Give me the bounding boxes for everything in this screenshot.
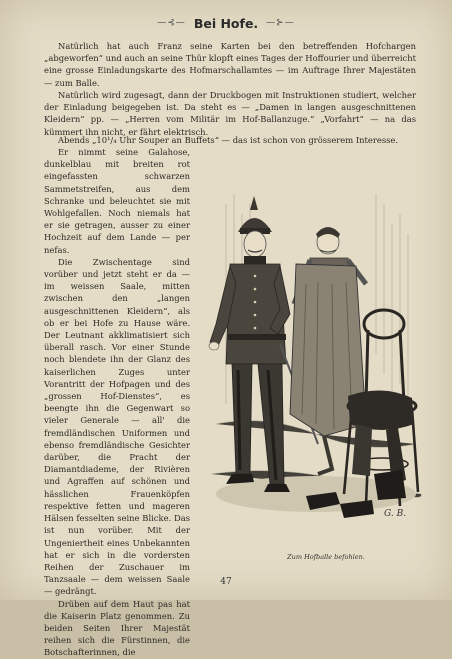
column-paragraph-3: Drüben auf dem Haut pas hat die Kaiserin Platz genommen. Zu beiden Seiten Ihrer Majestät reihen sich die Fürstinnen, die Botschafterinnen, die	[44, 598, 190, 658]
artist-signature: G. B.	[384, 509, 407, 519]
clothes-on-chair	[348, 390, 414, 430]
running-header	[0, 12, 452, 34]
paragraph-3: Abends „10¹/₄ Uhr Souper an Buffets“ — das ist schon von grösserem Interesse.	[58, 135, 399, 145]
running-title: Bei Hofe.	[193, 15, 259, 31]
header-ornament-left: —⊰—	[157, 18, 186, 28]
column-paragraph-1: Er nimmt seine Galahose, dunkelblau mit breiten rot eingefassten schwarzen Sammetstreifen, aus dem Schranke und beleuchtet sie mit Wohlgefallen. Noch niemals hat er sie getragen, ausser zu einer Hochzeit auf dem Lande — per nefas.	[44, 147, 190, 255]
page-number: 47	[220, 577, 232, 587]
paragraph-2: Natürlich wird zugesagt, dann der Druckbogen mit Instruktionen studiert, welcher der Einladung beigegeben ist. Da steht es — „Damen in langen ausgeschnittenen Kleidern“ pp. — „Herren vom Militär im Hof-Ballanzuge.“ „Vorfahrt“ — na das kümmert ihn nicht, er fährt elektrisch.	[44, 90, 416, 137]
header-ornament-right: —⊱—	[266, 18, 295, 28]
column-paragraph-2: Die Zwischentage sind vorüber und jetzt steht er da — im weissen Saale, mitten zwischen den „langen ausgeschnittenen Kleidern“, als ob er bei Hofe zu Hause wäre. Der Leutnant akklimatisiert sich überall rasch. Vor einer Stunde noch blendete ihn der Glanz des kaiserlichen Zuges unter Vorantritt der Hofpagen und des „grossen Hof-Dienstes“, es beengte ihn die Gegenwart so vieler Generale — all' die fremdländischen Uniformen und ebenso fremdländische Gesichter darüber, die Pracht der Diamantdiademe, der Rivièren und Agraffen auf schönen und hässlichen Frauenköpfen respektive fetten und mageren Hälsen fesselten seine Blicke. Das ist nun vorüber. Mit der Ungeniertheit eines Unbekannten hat er sich in die vordersten Reihen der Zuschauer im Tanzsaale — dem weissen Saale — gedrängt.	[44, 256, 190, 597]
paragraph-1: Natürlich hat auch Franz seine Karten bei den betreffenden Hofchargen „abgeworfen“ und auch an seine Thür klopft eines Tages der Hoffourier und überreicht eine grosse Einladungskarte des Hofmarschallamtes — im Auftrage Ihrer Majestäten — zum Balle.	[44, 41, 416, 88]
illustration-caption: Zum Hofballe befohlen.	[287, 553, 365, 561]
illustration-officer-dressing	[206, 174, 422, 550]
